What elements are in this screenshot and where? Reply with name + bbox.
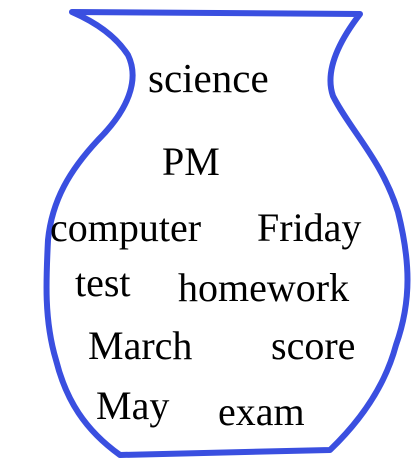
word-friday: Friday (257, 205, 362, 250)
word-computer: computer (50, 205, 202, 250)
word-march: March (88, 323, 193, 368)
word-test: test (75, 260, 131, 305)
word-homework: homework (178, 265, 350, 310)
word-score: score (271, 323, 356, 368)
word-may: May (96, 383, 170, 428)
word-pm: PM (162, 139, 220, 184)
word-science: science (148, 55, 269, 101)
word-exam: exam (218, 389, 305, 434)
